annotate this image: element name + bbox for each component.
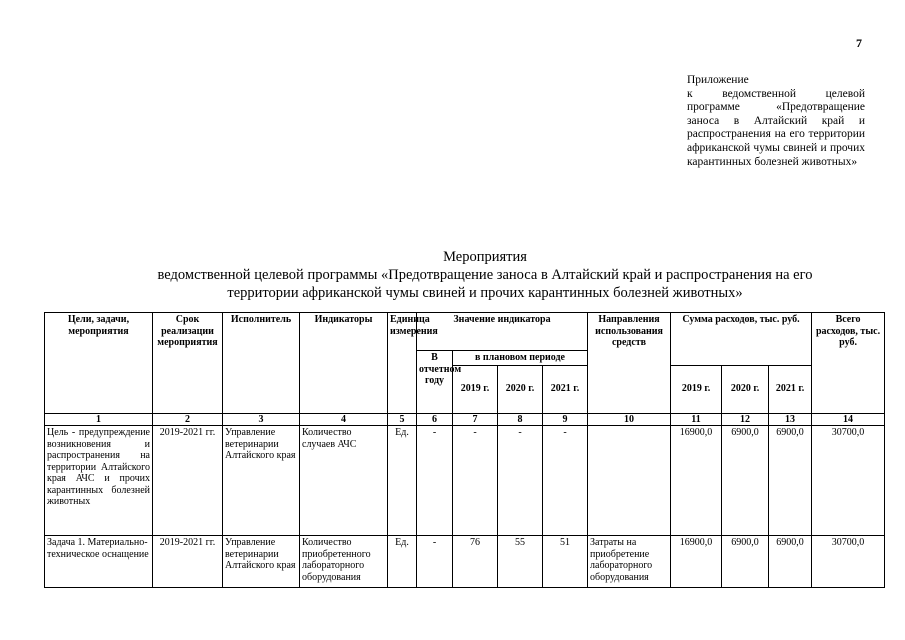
column-number: 11 [671, 413, 722, 426]
header-directions: Направления использования средств [588, 313, 671, 414]
column-number: 12 [722, 413, 769, 426]
column-number: 14 [812, 413, 885, 426]
cell-expense-2020: 6900,0 [722, 426, 769, 536]
header-reporting-year: В отчетном году [417, 351, 453, 414]
header-expense-2019: 2019 г. [671, 365, 722, 413]
document-title: Мероприятия [443, 249, 527, 265]
header-planned-period: в плановом периоде [453, 351, 588, 366]
document-subtitle-line-1: ведомственной целевой программы «Предотвращение заноса в Алтайский край и распространения на его [157, 267, 813, 283]
cell-value-2021: - [543, 426, 588, 536]
cell-executor: Управление ветеринарии Алтайского края [223, 536, 300, 588]
table-row [45, 536, 885, 588]
appendix-heading: Приложение [687, 74, 749, 86]
document-subtitle-line-2: территории африканской чумы свиней и прочих карантинных болезней животных» [227, 285, 743, 301]
cell-direction [588, 426, 671, 536]
cell-executor: Управление ветеринарии Алтайского края [223, 426, 300, 536]
cell-value-2020: - [498, 426, 543, 536]
column-number: 5 [388, 413, 417, 426]
column-number: 2 [153, 413, 223, 426]
column-number: 3 [223, 413, 300, 426]
header-unit: Единица измерения [388, 313, 417, 414]
table-row [45, 426, 885, 536]
cell-expense-2021: 6900,0 [769, 536, 812, 588]
column-number: 6 [417, 413, 453, 426]
cell-value-reporting: - [417, 536, 453, 588]
cell-value-2020: 55 [498, 536, 543, 588]
column-numbers-row [45, 413, 885, 426]
cell-expense-2019: 16900,0 [671, 426, 722, 536]
cell-term: 2019-2021 гг. [153, 536, 223, 588]
header-indicator-value: Значение индикатора [417, 313, 588, 351]
header-expenses: Сумма расходов, тыс. руб. [671, 313, 812, 366]
column-number: 10 [588, 413, 671, 426]
measures-table [44, 312, 885, 588]
header-executor: Исполнитель [223, 313, 300, 414]
column-number: 4 [300, 413, 388, 426]
header-value-2020: 2020 г. [498, 365, 543, 413]
header-total: Всего расходов, тыс. руб. [812, 313, 885, 414]
header-value-2019: 2019 г. [453, 365, 498, 413]
header-value-2021: 2021 г. [543, 365, 588, 413]
column-number: 7 [453, 413, 498, 426]
cell-goal: Задача 1. Материально-техническое оснащение [45, 536, 153, 588]
appendix-text: к ведомственной целевой программе «Предотвращение заноса в Алтайский край и распространения на его территории африканской чумы свиней и прочих карантинных болезней животных» [687, 87, 865, 168]
column-number: 1 [45, 413, 153, 426]
header-expense-2020: 2020 г. [722, 365, 769, 413]
column-number: 8 [498, 413, 543, 426]
cell-goal: Цель - предупреждение возникновения и распространения на территории Алтайского края АЧС и прочих карантинных болезней животных [45, 426, 153, 536]
cell-indicator: Количество приобретенного лабораторного оборудования [300, 536, 388, 588]
header-expense-2021: 2021 г. [769, 365, 812, 413]
table-header-row [45, 313, 885, 351]
cell-term: 2019-2021 гг. [153, 426, 223, 536]
header-goals: Цели, задачи, мероприятия [45, 313, 153, 414]
cell-direction: Затраты на приобретение лабораторного оборудования [588, 536, 671, 588]
cell-expense-2021: 6900,0 [769, 426, 812, 536]
cell-total: 30700,0 [812, 426, 885, 536]
appendix-block [687, 74, 865, 169]
cell-value-2021: 51 [543, 536, 588, 588]
cell-expense-2019: 16900,0 [671, 536, 722, 588]
page-number: 7 [856, 36, 862, 50]
header-indicators: Индикаторы [300, 313, 388, 414]
cell-value-reporting: - [417, 426, 453, 536]
cell-total: 30700,0 [812, 536, 885, 588]
cell-unit: Ед. [388, 536, 417, 588]
cell-expense-2020: 6900,0 [722, 536, 769, 588]
header-term: Срок реализации мероприятия [153, 313, 223, 414]
column-number: 9 [543, 413, 588, 426]
column-number: 13 [769, 413, 812, 426]
cell-value-2019: 76 [453, 536, 498, 588]
cell-indicator: Количество случаев АЧС [300, 426, 388, 536]
cell-unit: Ед. [388, 426, 417, 536]
cell-value-2019: - [453, 426, 498, 536]
